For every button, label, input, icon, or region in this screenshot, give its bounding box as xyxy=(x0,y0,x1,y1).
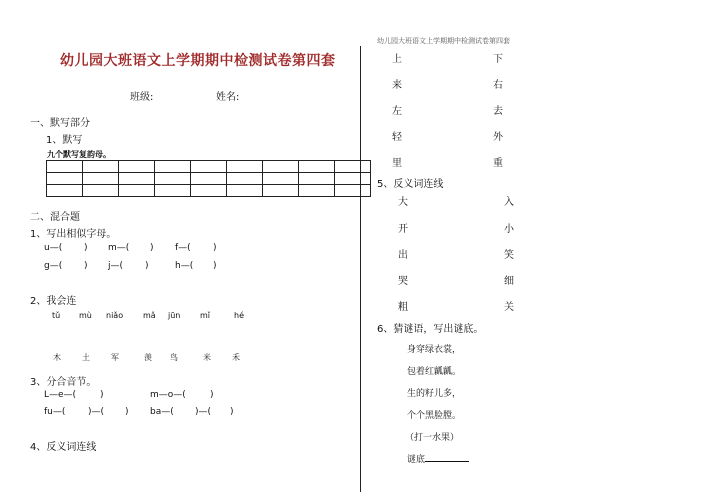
q1-item: ) xyxy=(84,243,88,253)
grid-cell[interactable] xyxy=(119,185,155,197)
grid-cell[interactable] xyxy=(191,185,227,197)
riddle-line: （打一水果） xyxy=(405,433,460,443)
antonym-left: 粗 xyxy=(398,302,408,313)
q1-item: g—( xyxy=(44,261,63,271)
answer-label: 谜底 xyxy=(407,455,426,465)
grid-cell[interactable] xyxy=(47,185,83,197)
antonym-right: 关 xyxy=(504,302,514,313)
pinyin-item: mù xyxy=(79,311,92,320)
grid-cell[interactable] xyxy=(191,161,227,173)
grid-cell[interactable] xyxy=(299,185,335,197)
q1-item: j—( xyxy=(108,261,124,271)
q3-item: )—( xyxy=(195,407,212,417)
char-item: 土 xyxy=(82,353,90,362)
grid-cell[interactable] xyxy=(227,161,263,173)
grid-cell[interactable] xyxy=(227,173,263,185)
class-label: 班级: xyxy=(130,92,154,103)
q3-title: 3、分合音节。 xyxy=(30,377,97,388)
grid-cell[interactable] xyxy=(335,173,371,185)
q5-title: 5、反义词连线 xyxy=(377,179,444,190)
grid-cell[interactable] xyxy=(227,185,263,197)
column-divider xyxy=(360,46,361,492)
grid-cell[interactable] xyxy=(263,161,299,173)
pinyin-item: mǎ xyxy=(143,311,156,320)
char-item: 军 xyxy=(111,353,119,362)
grid-cell[interactable] xyxy=(83,173,119,185)
answer-blank[interactable] xyxy=(425,452,469,462)
q3-item: ) xyxy=(100,390,104,400)
q3-item: L—e—( xyxy=(44,390,77,400)
grid-cell[interactable] xyxy=(119,161,155,173)
pair-right: 下 xyxy=(493,54,503,65)
section2-heading: 二、混合题 xyxy=(30,212,80,223)
pinyin-item: jūn xyxy=(168,311,181,320)
q6-title: 6、猜谜语，写出谜底。 xyxy=(377,324,484,335)
answer-row xyxy=(407,452,469,465)
q3-item: ) xyxy=(230,407,234,417)
page-title: 幼儿园大班语文上学期期中检测试卷第四套 xyxy=(60,53,336,69)
riddle-line: 身穿绿衣裳， xyxy=(407,345,462,355)
pair-right: 重 xyxy=(493,158,503,169)
section1-instruction: 九个默写复韵母。 xyxy=(47,150,111,159)
q1-item: u—( xyxy=(44,243,63,253)
pair-left: 轻 xyxy=(392,132,402,143)
pinyin-item: tǔ xyxy=(52,311,61,320)
grid-cell[interactable] xyxy=(119,173,155,185)
antonym-left: 大 xyxy=(398,197,408,208)
antonym-left: 出 xyxy=(398,250,408,261)
pair-left: 里 xyxy=(392,158,402,169)
q3-item: ) xyxy=(210,390,214,400)
grid-cell[interactable] xyxy=(263,173,299,185)
grid-cell[interactable] xyxy=(47,173,83,185)
q1-item: ) xyxy=(145,261,149,271)
grid-cell[interactable] xyxy=(299,173,335,185)
q1-title: 1、写出相似字母。 xyxy=(30,229,117,240)
name-label: 姓名: xyxy=(216,92,240,103)
grid-cell[interactable] xyxy=(155,185,191,197)
antonym-left: 哭 xyxy=(398,276,408,287)
grid-cell[interactable] xyxy=(299,161,335,173)
grid-cell[interactable] xyxy=(155,173,191,185)
grid-cell[interactable] xyxy=(335,161,371,173)
pair-left: 左 xyxy=(392,106,402,117)
q3-item: )—( xyxy=(88,407,105,417)
q3-item: fu—( xyxy=(44,407,66,417)
pair-right: 外 xyxy=(493,132,503,143)
antonym-right: 小 xyxy=(504,224,514,235)
riddle-line: 包着红瓤瓤。 xyxy=(407,367,462,377)
q1-item: ) xyxy=(150,243,154,253)
q3-item: ) xyxy=(125,407,129,417)
grid-cell[interactable] xyxy=(335,185,371,197)
pair-right: 右 xyxy=(493,80,503,91)
q1-item: ) xyxy=(213,261,217,271)
q1-item: h—( xyxy=(175,261,194,271)
grid-row xyxy=(47,185,371,197)
char-item: 羡 xyxy=(144,353,152,362)
grid-cell[interactable] xyxy=(47,161,83,173)
char-item: 木 xyxy=(53,353,61,362)
antonym-right: 入 xyxy=(504,197,514,208)
pair-left: 来 xyxy=(392,80,402,91)
q2-title: 2、我会连 xyxy=(30,296,77,307)
grid-cell[interactable] xyxy=(191,173,227,185)
antonym-right: 细 xyxy=(504,276,514,287)
grid-cell[interactable] xyxy=(83,185,119,197)
q1-item: ) xyxy=(84,261,88,271)
q1-item: ) xyxy=(213,243,217,253)
grid-row xyxy=(47,161,371,173)
antonym-right: 笑 xyxy=(504,250,514,261)
grid-row xyxy=(47,173,371,185)
pinyin-item: niǎo xyxy=(106,311,124,320)
char-item: 鸟 xyxy=(170,353,178,362)
riddle-line: 生的籽儿多， xyxy=(407,389,462,399)
q1-item: f—( xyxy=(175,243,191,253)
q3-item: ba—( xyxy=(150,407,174,417)
q3-item: m—o—( xyxy=(150,390,186,400)
antonym-left: 开 xyxy=(398,224,408,235)
pinyin-item: mǐ xyxy=(200,311,211,320)
grid-cell[interactable] xyxy=(155,161,191,173)
grid-cell[interactable] xyxy=(263,185,299,197)
grid-cell[interactable] xyxy=(83,161,119,173)
pair-right: 去 xyxy=(493,106,503,117)
page-header-note: 幼儿园大班语文上学期期中检测试卷第四套 xyxy=(377,37,510,45)
char-item: 米 xyxy=(203,353,211,362)
riddle-line: 个个黑脸膛。 xyxy=(407,411,462,421)
q4-title: 4、反义词连线 xyxy=(30,442,97,453)
q1-item: m—( xyxy=(108,243,130,253)
pinyin-item: hé xyxy=(234,311,244,320)
writing-grid xyxy=(46,160,371,197)
pair-left: 上 xyxy=(392,54,402,65)
char-item: 禾 xyxy=(232,353,240,362)
section1-q1: 1、默写 xyxy=(46,135,83,146)
section1-heading: 一、默写部分 xyxy=(30,118,90,129)
